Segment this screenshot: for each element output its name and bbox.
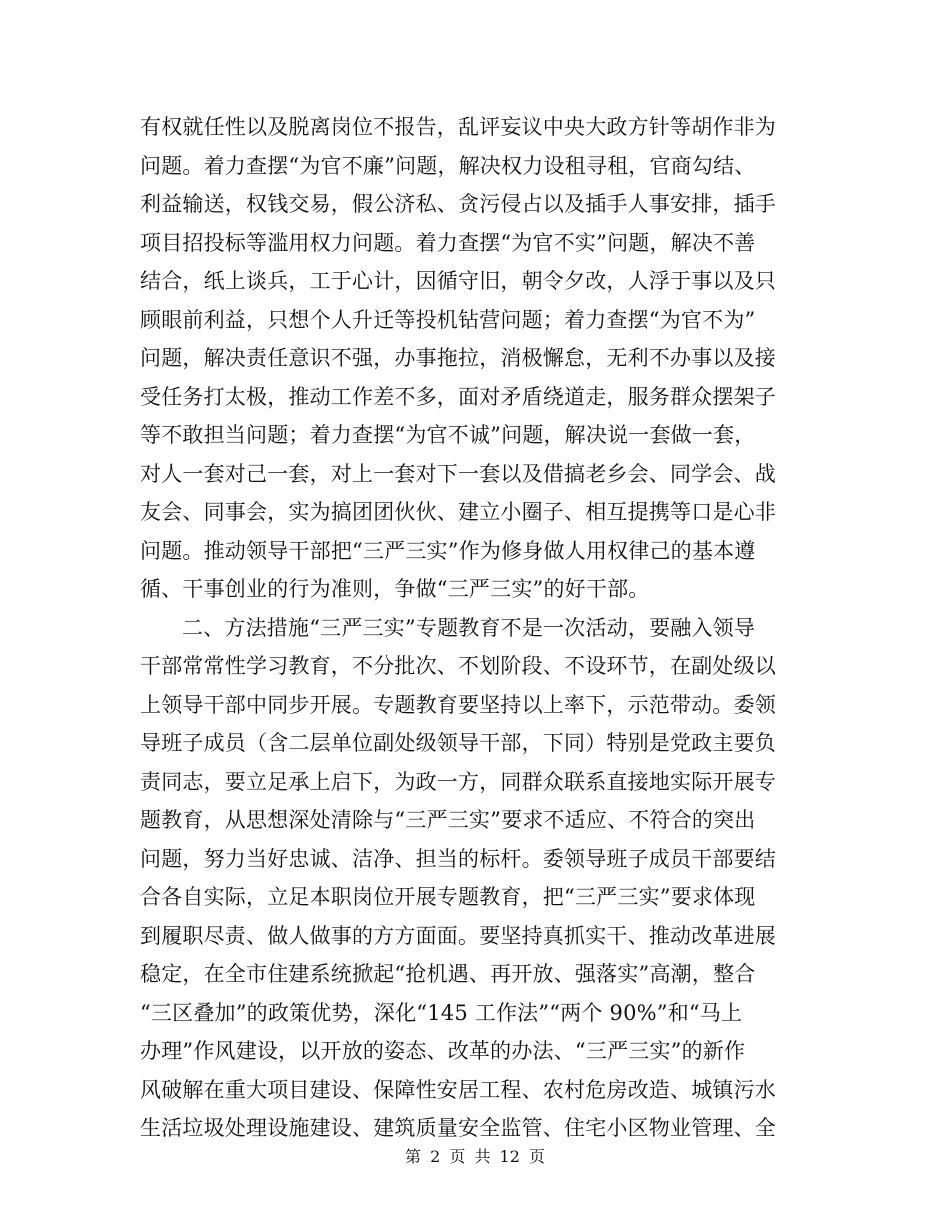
body-line-6: 顾眼前利益，只想个人升迁等投机钻营问题；着力查摆“为官不为” [140, 307, 756, 332]
body-line-11: 友会、同事会，实为搞团团伙伙、建立小圈子、相互提携等口是心非 [140, 500, 776, 524]
body-line-12: 问题。推动领导干部把“三严三实”作为修身做人用权律己的基本遵 [140, 538, 756, 563]
body-line-19: 题教育，从思想深处清除与“三严三实”要求不适应、不符合的突出 [140, 808, 756, 832]
body-line-5: 结合，纸上谈兵，工于心计，因循守旧，朝令夕改，人浮于事以及只 [140, 269, 776, 293]
body-line-27: 生活垃圾处理设施建设、建筑质量安全监管、住宅小区物业管理、全 [140, 1116, 776, 1140]
body-line-20: 问题，努力当好忠诚、洁净、担当的标杆。委领导班子成员干部要结 [140, 846, 776, 871]
body-line-13: 循、干事创业的行为准则，争做“三严三实”的好干部。 [140, 577, 650, 601]
body-line-16: 上领导干部中同步开展。专题教育要坚持以上率下，示范带动。委领 [140, 692, 776, 717]
body-line-9: 等不敢担当问题；着力查摆“为官不诚”问题，解决说一套做一套， [140, 423, 756, 447]
body-line-18: 责同志，要立足承上启下，为政一方，同群众联系直接地实际开展专 [140, 769, 776, 794]
body-line-10: 对人一套对己一套，对上一套对下一套以及借搞老乡会、同学会、战 [140, 461, 776, 486]
document-body [140, 108, 812, 1148]
body-line-1: 有权就任性以及脱离岗位不报告，乱评妄议中央大政方针等胡作非为 [140, 115, 776, 139]
page-number-footer: 第 2 页 共 12 页 [405, 1147, 545, 1166]
body-line-3: 利益输送，权钱交易，假公济私、贪污侵占以及插手人事安排，插手 [140, 192, 776, 216]
section-heading-line: 二、方法措施“三严三实”专题教育不是一次活动，要融入领导 [182, 615, 756, 640]
body-line-15: 干部常常性学习教育，不分批次、不划阶段、不设环节，在副处级以 [140, 654, 776, 678]
body-line-22: 到履职尽责、做人做事的方方面面。要坚持真抓实干、推动改革进展 [140, 923, 776, 948]
body-line-4: 项目招投标等滥用权力问题。着力查摆“为官不实”问题，解决不善 [140, 230, 756, 255]
body-line-7: 问题，解决责任意识不强，办事拖拉，消极懈怠，无利不办事以及接 [140, 346, 776, 370]
body-line-24: “三区叠加”的政策优势，深化“145 工作法”“两个 90%”和“马上 [140, 1000, 743, 1025]
body-line-8: 受任务打太极，推动工作差不多，面对矛盾绕道走，服务群众摆架子 [140, 384, 776, 409]
body-line-25: 办理”作风建设，以开放的姿态、改革的办法、“三严三实”的新作 [140, 1039, 746, 1063]
body-line-2: 问题。着力查摆“为官不廉”问题，解决权力设租寻租，官商勾结、 [140, 153, 756, 178]
body-line-21: 合各自实际，立足本职岗位开展专题教育，把“三严三实”要求体现 [140, 885, 756, 909]
body-line-17: 导班子成员（含二层单位副处级领导干部，下同）特别是党政主要负 [140, 731, 776, 755]
body-line-23: 稳定，在全市住建系统掀起“抢机遇、再开放、强落实”高潮，整合 [140, 962, 756, 986]
body-line-26: 风破解在重大项目建设、保障性安居工程、农村危房改造、城镇污水 [140, 1077, 776, 1102]
